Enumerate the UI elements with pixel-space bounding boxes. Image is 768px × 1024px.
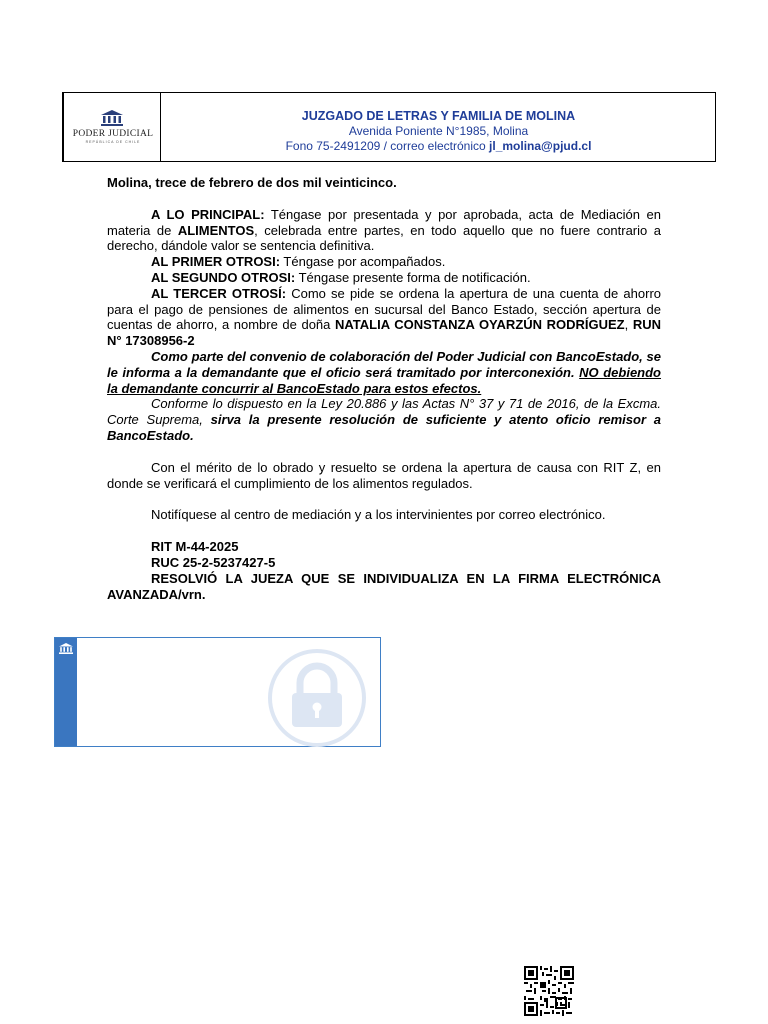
court-contact: [161, 139, 716, 153]
ruc-number: RUC 25-2-5237427-5: [151, 554, 276, 570]
date-line: Molina, trece de febrero de dos mil veinticinco.: [107, 175, 397, 190]
courthouse-icon: [59, 643, 73, 654]
court-address: Avenida Poniente N°1985, Molina: [348, 124, 529, 138]
ley-paragraph: Conforme lo dispuesto en la Ley 20.886 y las Actas N° 37 y 71 de 2016, de la Excma. Corte Suprema, sirva la presente resolución de suficiente y atento oficio remisor a BancoEstado.: [107, 396, 662, 443]
courthouse-icon: [101, 110, 123, 126]
electronic-signature-box[interactable]: [54, 637, 381, 747]
rit-number: RIT M-44-2025: [151, 539, 239, 555]
resolution-body: [107, 175, 661, 602]
contact-phone: Fono 75-2491209 / correo electrónico: [285, 139, 490, 153]
lock-icon: [267, 648, 367, 748]
notifiquese-paragraph: Notifíquese al centro de mediación y a los intervinientes por correo electrónico.: [151, 507, 606, 523]
court-logo: [64, 93, 161, 161]
logo-subtext: REPÚBLICA DE CHILE: [85, 140, 141, 144]
resolvio-line: RESOLVIÓ LA JUEZA QUE SE INDIVIDUALIZA EN LA FIRMA ELECTRÓNICA AVANZADA/vrn.: [107, 570, 661, 602]
court-email-link[interactable]: jl_molina@pjud.cl: [489, 139, 592, 153]
court-name: JUZGADO DE LETRAS Y FAMILIA DE MOLINA: [301, 109, 576, 123]
convenio-paragraph: Como parte del convenio de colaboración del Poder Judicial con BancoEstado, se le informa a la demandante que el oficio será tramitado por interconexión. NO debiendo la demandante concurrir al BancoEstado para estos efectos.: [107, 348, 662, 396]
court-info: [161, 93, 716, 161]
logo-text: PODER JUDICIAL: [72, 129, 154, 139]
tercer-otrosi-paragraph: AL TERCER OTROSÍ: Como se pide se ordena la apertura de una cuenta de ahorro para el pago de pensiones de alimentos en sucursal del Banco Estado, sección apertura de cuentas de ahorro, a nombre de doña NATALIA CONSTANZA OYARZÚN RODRÍGUEZ, RUN N° 17308956-2: [107, 285, 661, 349]
segundo-otrosi-paragraph: AL SEGUNDO OTROSI: Téngase presente forma de notificación.: [151, 269, 531, 285]
principal-paragraph: A LO PRINCIPAL: Téngase por presentada y por aprobada, acta de Mediación en materia de ALIMENTOS, celebrada entre partes, en todo aquello que no fuere contrario a derecho, dándole valor se sentencia definitiva.: [107, 206, 662, 254]
merito-paragraph: Con el mérito de lo obrado y resuelto se ordena la apertura de causa con RIT Z, en donde se verificará el cumplimiento de los alimentos regulados.: [107, 459, 661, 491]
qr-code-icon[interactable]: [524, 966, 574, 1016]
signature-accent-bar: [55, 638, 77, 746]
document-header: [62, 92, 716, 162]
primer-otrosi-paragraph: AL PRIMER OTROSI: Téngase por acompañados.: [151, 254, 446, 270]
